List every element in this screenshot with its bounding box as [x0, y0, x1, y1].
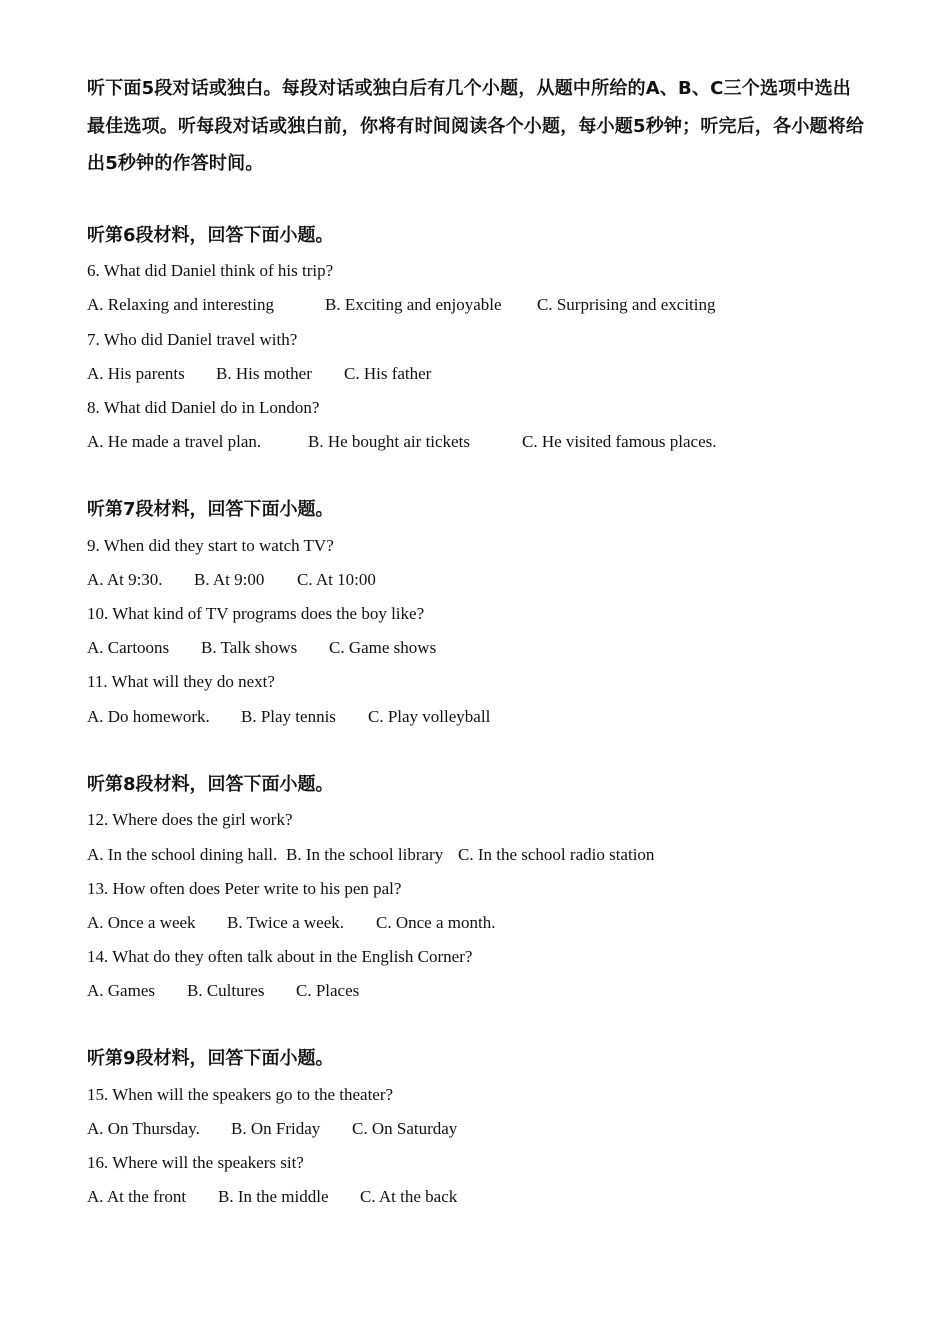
question: 12. Where does the girl work? — [87, 810, 293, 829]
options-row — [87, 364, 877, 384]
option-b[interactable]: B. His mother — [216, 364, 312, 383]
option-b[interactable]: B. Exciting and enjoyable — [325, 295, 502, 314]
section-title: 听第9段材料，回答下面小题。 — [87, 1048, 334, 1069]
option-c[interactable]: C. At 10:00 — [297, 570, 376, 589]
option-c[interactable]: C. He visited famous places. — [522, 432, 717, 451]
option-b[interactable]: B. On Friday — [231, 1119, 321, 1138]
options-row — [87, 295, 877, 315]
option-a[interactable]: A. His parents — [87, 364, 185, 383]
question: 15. When will the speakers go to the theater? — [87, 1085, 394, 1104]
option-b[interactable]: B. He bought air tickets — [308, 432, 470, 451]
options-row — [87, 1187, 877, 1207]
option-a[interactable]: A. He made a travel plan. — [87, 432, 262, 451]
option-c[interactable]: C. Play volleyball — [368, 707, 491, 726]
option-c[interactable]: C. Game shows — [329, 638, 437, 657]
question: 10. What kind of TV programs does the boy like? — [87, 604, 425, 623]
section-title: 听第8段材料，回答下面小题。 — [87, 774, 334, 795]
option-b[interactable]: B. At 9:00 — [194, 570, 265, 589]
option-a[interactable]: A. Relaxing and interesting — [87, 295, 274, 314]
option-b[interactable]: B. Twice a week. — [227, 913, 344, 932]
question: 6. What did Daniel think of his trip? — [87, 261, 334, 280]
options-row — [87, 913, 877, 933]
option-a[interactable]: A. Cartoons — [87, 638, 170, 657]
options-row — [87, 981, 877, 1001]
option-c[interactable]: C. Surprising and exciting — [537, 295, 716, 314]
options-row — [87, 638, 877, 658]
option-b[interactable]: B. In the school library — [286, 845, 444, 864]
options-row — [87, 570, 877, 590]
option-a[interactable]: A. Do homework. — [87, 707, 210, 726]
options-row — [87, 707, 877, 727]
question: 7. Who did Daniel travel with? — [87, 330, 298, 349]
options-row — [87, 1119, 877, 1139]
option-a[interactable]: A. Games — [87, 981, 155, 1000]
option-a[interactable]: A. At the front — [87, 1187, 187, 1206]
option-c[interactable]: C. At the back — [360, 1187, 458, 1206]
option-b[interactable]: B. In the middle — [218, 1187, 329, 1206]
instructions: 听下面5段对话或独白。每段对话或独白后有几个小题，从题中所给的A、B、C三个选项中选出最佳选项。听每段对话或独白前，你将有时间阅读各个小题，每小题5秒钟；听完后，各小题将给出5秒钟的作答时间。 — [87, 78, 865, 174]
question: 14. What do they often talk about in the English Corner? — [87, 947, 473, 966]
options-row — [87, 845, 877, 865]
options-row — [87, 432, 877, 452]
option-a[interactable]: A. Once a week — [87, 913, 196, 932]
option-a[interactable]: A. In the school dining hall. — [87, 845, 278, 864]
section-title: 听第6段材料，回答下面小题。 — [87, 225, 334, 246]
question: 9. When did they start to watch TV? — [87, 536, 334, 555]
option-c[interactable]: C. In the school radio station — [458, 845, 655, 864]
option-a[interactable]: A. At 9:30. — [87, 570, 163, 589]
option-b[interactable]: B. Play tennis — [241, 707, 336, 726]
section-title: 听第7段材料，回答下面小题。 — [87, 499, 334, 520]
option-c[interactable]: C. On Saturday — [352, 1119, 458, 1138]
question: 8. What did Daniel do in London? — [87, 398, 320, 417]
question: 13. How often does Peter write to his pen pal? — [87, 879, 402, 898]
option-c[interactable]: C. Once a month. — [376, 913, 496, 932]
question: 16. Where will the speakers sit? — [87, 1153, 304, 1172]
option-c[interactable]: C. His father — [344, 364, 432, 383]
option-b[interactable]: B. Cultures — [187, 981, 265, 1000]
question: 11. What will they do next? — [87, 672, 275, 691]
option-a[interactable]: A. On Thursday. — [87, 1119, 200, 1138]
option-b[interactable]: B. Talk shows — [201, 638, 298, 657]
option-c[interactable]: C. Places — [296, 981, 360, 1000]
